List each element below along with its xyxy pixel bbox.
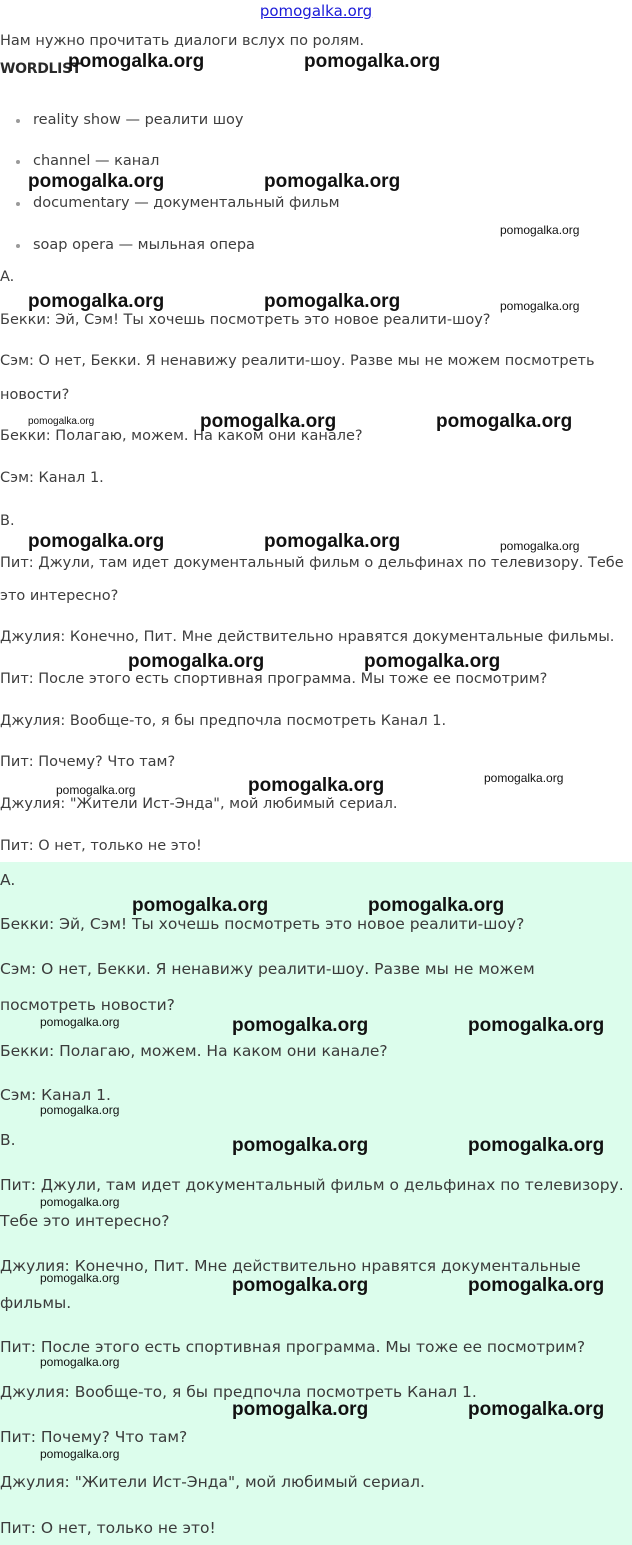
wordlist-title: WORDLIST (0, 61, 82, 77)
dialogue-line: Джулия: "Жители Ист-Энда", мой любимый сериал. (0, 796, 398, 812)
dialogue-line: Джулия: Конечно, Пит. Мне действительно нравятся документальные фильмы. (0, 629, 615, 645)
watermark: pomogalka.org (500, 299, 580, 313)
dialogue-label: A. (0, 269, 15, 285)
watermark: pomogalka.org (68, 51, 205, 72)
bullet-icon (16, 202, 20, 206)
watermark: pomogalka.org (232, 1275, 369, 1296)
watermark: pomogalka.org (56, 783, 136, 797)
dialogue-line: Бекки: Полагаю, можем. На каком они канале? (0, 428, 363, 444)
dialogue-line: Бекки: Эй, Сэм! Ты хочешь посмотреть это новое реалити-шоу? (0, 312, 491, 328)
answer-line: Пит: Джули, там идет документальный фильм о дельфинах по телевизору. (0, 1176, 624, 1194)
watermark: pomogalka.org (264, 291, 401, 312)
watermark: pomogalka.org (468, 1135, 605, 1156)
watermark: pomogalka.org (40, 1195, 120, 1209)
watermark: pomogalka.org (468, 1275, 605, 1296)
dialogue-line: это интересно? (0, 588, 119, 604)
watermark: pomogalka.org (232, 1135, 369, 1156)
dialogue-label: B. (0, 513, 15, 529)
bullet-icon (16, 119, 20, 123)
answer-line: посмотреть новости? (0, 996, 175, 1014)
watermark: pomogalka.org (132, 895, 269, 916)
answer-line: Джулия: Вообще-то, я бы предпочла посмотреть Канал 1. (0, 1383, 477, 1401)
bullet-icon (16, 160, 20, 164)
answer-line: Бекки: Эй, Сэм! Ты хочешь посмотреть это новое реалити-шоу? (0, 915, 525, 933)
bullet-icon (16, 244, 20, 248)
answer-line: Тебе это интересно? (0, 1212, 170, 1230)
watermark: pomogalka.org (40, 1103, 120, 1117)
dialogue-line: Сэм: Канал 1. (0, 470, 104, 486)
answer-label: B. (0, 1131, 16, 1149)
watermark: pomogalka.org (484, 771, 564, 785)
answer-line: Пит: О нет, только не это! (0, 1519, 216, 1537)
watermark: pomogalka.org (304, 51, 441, 72)
watermark: pomogalka.org (28, 531, 165, 552)
watermark: pomogalka.org (128, 651, 265, 672)
watermark: pomogalka.org (232, 1015, 369, 1036)
dialogue-line: Пит: После этого есть спортивная программа. Мы тоже ее посмотрим? (0, 671, 548, 687)
watermark: pomogalka.org (40, 1271, 120, 1285)
answer-line: Бекки: Полагаю, можем. На каком они канале? (0, 1042, 388, 1060)
watermark: pomogalka.org (500, 539, 580, 553)
dialogue-line: новости? (0, 387, 70, 403)
dialogue-line: Пит: Почему? Что там? (0, 754, 176, 770)
watermark: pomogalka.org (232, 1399, 369, 1420)
answer-line: Джулия: "Жители Ист-Энда", мой любимый сериал. (0, 1473, 425, 1491)
answer-line: Пит: Почему? Что там? (0, 1428, 188, 1446)
dialogue-line: Джулия: Вообще-то, я бы предпочла посмотреть Канал 1. (0, 713, 447, 729)
watermark: pomogalka.org (248, 775, 385, 796)
answer-line: Сэм: О нет, Бекки. Я ненавижу реалити-шоу. Разве мы не можем (0, 960, 535, 978)
word-item: channel — канал (33, 153, 160, 169)
dialogue-line: Сэм: О нет, Бекки. Я ненавижу реалити-шоу. Разве мы не можем посмотреть (0, 353, 595, 369)
watermark: pomogalka.org (264, 171, 401, 192)
watermark: pomogalka.org (28, 291, 165, 312)
answer-line: Сэм: Канал 1. (0, 1086, 111, 1104)
answer-label: A. (0, 871, 16, 889)
dialogue-line: Пит: О нет, только не это! (0, 838, 202, 854)
watermark: pomogalka.org (40, 1447, 120, 1461)
watermark: pomogalka.org (200, 411, 337, 432)
watermark: pomogalka.org (28, 416, 95, 427)
answer-line: Пит: После этого есть спортивная программа. Мы тоже ее посмотрим? (0, 1338, 586, 1356)
watermark: pomogalka.org (468, 1399, 605, 1420)
watermark: pomogalka.org (264, 531, 401, 552)
watermark: pomogalka.org (364, 651, 501, 672)
watermark: pomogalka.org (436, 411, 573, 432)
task-intro: Нам нужно прочитать диалоги вслух по ролям. (0, 33, 365, 49)
dialogue-line: Пит: Джули, там идет документальный фильм о дельфинах по телевизору. Тебе (0, 555, 624, 571)
watermark: pomogalka.org (368, 895, 505, 916)
answer-line: фильмы. (0, 1294, 72, 1312)
watermark: pomogalka.org (40, 1355, 120, 1369)
word-item: documentary — документальный фильм (33, 195, 340, 211)
watermark: pomogalka.org (468, 1015, 605, 1036)
word-item: reality show — реалити шоу (33, 112, 244, 128)
watermark: pomogalka.org (40, 1015, 120, 1029)
watermark: pomogalka.org (28, 171, 165, 192)
word-item: soap opera — мыльная опера (33, 237, 255, 253)
site-link[interactable]: pomogalka.org (259, 2, 373, 20)
answer-line: Джулия: Конечно, Пит. Мне действительно нравятся документальные (0, 1257, 581, 1275)
watermark: pomogalka.org (500, 223, 580, 237)
